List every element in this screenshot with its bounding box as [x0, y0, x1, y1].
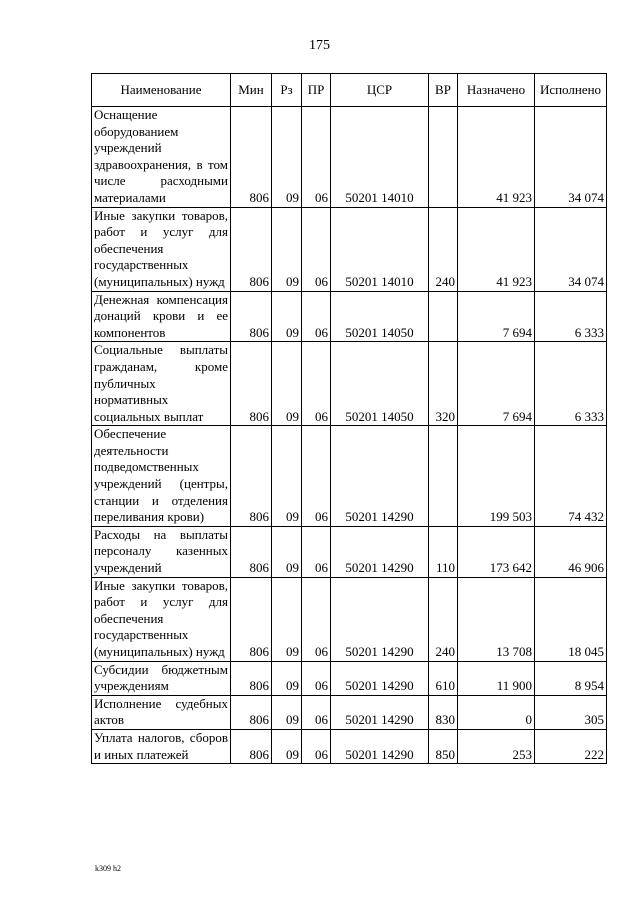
row-rz: 09: [272, 661, 302, 695]
row-name: Оснащение оборудованием учреждений здравоохранения, в том числе расходными материалами: [92, 107, 231, 208]
row-assigned: 7 694: [458, 291, 535, 342]
table-row: [92, 577, 607, 661]
table-row: [92, 107, 607, 208]
row-min: 806: [231, 207, 272, 291]
row-rz: 09: [272, 695, 302, 729]
row-pr: 06: [302, 695, 331, 729]
row-pr: 06: [302, 729, 331, 763]
row-pr: 06: [302, 526, 331, 577]
table-row: [92, 729, 607, 763]
table-row: [92, 695, 607, 729]
row-pr: 06: [302, 342, 331, 426]
row-pr: 06: [302, 107, 331, 208]
row-name: Иные закупки товаров, работ и услуг для обеспечения государственных (муниципальных) нужд: [92, 207, 231, 291]
row-executed: 6 333: [535, 342, 607, 426]
header-vr: ВР: [429, 74, 458, 107]
row-rz: 09: [272, 342, 302, 426]
table-row: [92, 426, 607, 527]
table-row: [92, 526, 607, 577]
footer-code: k309 h2: [95, 864, 121, 873]
row-min: 806: [231, 729, 272, 763]
row-csr: 50201 14290: [331, 526, 429, 577]
row-pr: 06: [302, 577, 331, 661]
row-assigned: 0: [458, 695, 535, 729]
row-csr: 50201 14290: [331, 577, 429, 661]
header-min: Мин: [231, 74, 272, 107]
row-rz: 09: [272, 291, 302, 342]
row-csr: 50201 14290: [331, 426, 429, 527]
header-csr: ЦСР: [331, 74, 429, 107]
row-rz: 09: [272, 207, 302, 291]
table-row: [92, 661, 607, 695]
row-csr: 50201 14290: [331, 695, 429, 729]
row-csr: 50201 14290: [331, 661, 429, 695]
row-pr: 06: [302, 661, 331, 695]
row-vr: [429, 107, 458, 208]
row-csr: 50201 14010: [331, 107, 429, 208]
row-min: 806: [231, 526, 272, 577]
header-pr: ПР: [302, 74, 331, 107]
row-name: Субсидии бюджетным учреждениям: [92, 661, 231, 695]
row-rz: 09: [272, 107, 302, 208]
row-min: 806: [231, 695, 272, 729]
row-vr: 110: [429, 526, 458, 577]
row-pr: 06: [302, 207, 331, 291]
row-assigned: 253: [458, 729, 535, 763]
row-assigned: 41 923: [458, 207, 535, 291]
header-assigned: Назначено: [458, 74, 535, 107]
header-name: Наименование: [92, 74, 231, 107]
row-vr: 610: [429, 661, 458, 695]
row-executed: 46 906: [535, 526, 607, 577]
row-rz: 09: [272, 729, 302, 763]
row-executed: 222: [535, 729, 607, 763]
header-executed: Исполнено: [535, 74, 607, 107]
row-csr: 50201 14010: [331, 207, 429, 291]
row-name: Исполнение судебных актов: [92, 695, 231, 729]
table-row: [92, 207, 607, 291]
table-row: [92, 291, 607, 342]
row-min: 806: [231, 426, 272, 527]
row-vr: [429, 426, 458, 527]
budget-table: [91, 73, 607, 764]
row-vr: [429, 291, 458, 342]
row-rz: 09: [272, 526, 302, 577]
row-executed: 34 074: [535, 207, 607, 291]
row-name: Денежная компенсация донаций крови и ее компонентов: [92, 291, 231, 342]
row-assigned: 13 708: [458, 577, 535, 661]
table-header-row: [92, 74, 607, 107]
row-executed: 18 045: [535, 577, 607, 661]
row-assigned: 173 642: [458, 526, 535, 577]
row-csr: 50201 14290: [331, 729, 429, 763]
row-rz: 09: [272, 577, 302, 661]
row-pr: 06: [302, 426, 331, 527]
row-min: 806: [231, 342, 272, 426]
row-pr: 06: [302, 291, 331, 342]
row-vr: 320: [429, 342, 458, 426]
row-vr: 240: [429, 207, 458, 291]
table-row: [92, 342, 607, 426]
row-executed: 74 432: [535, 426, 607, 527]
row-vr: 850: [429, 729, 458, 763]
row-executed: 305: [535, 695, 607, 729]
row-executed: 6 333: [535, 291, 607, 342]
row-assigned: 7 694: [458, 342, 535, 426]
row-assigned: 11 900: [458, 661, 535, 695]
row-name: Обеспечение деятельности подведомственных учреждений (центры, станции и отделения переливания крови): [92, 426, 231, 527]
row-csr: 50201 14050: [331, 342, 429, 426]
row-assigned: 41 923: [458, 107, 535, 208]
row-min: 806: [231, 291, 272, 342]
row-min: 806: [231, 661, 272, 695]
row-rz: 09: [272, 426, 302, 527]
row-min: 806: [231, 577, 272, 661]
page-number: 175: [309, 38, 330, 53]
row-name: Уплата налогов, сборов и иных платежей: [92, 729, 231, 763]
row-vr: 240: [429, 577, 458, 661]
row-min: 806: [231, 107, 272, 208]
row-name: Расходы на выплаты персоналу казенных учреждений: [92, 526, 231, 577]
row-vr: 830: [429, 695, 458, 729]
row-name: Иные закупки товаров, работ и услуг для обеспечения государственных (муниципальных) нужд: [92, 577, 231, 661]
header-rz: Рз: [272, 74, 302, 107]
row-assigned: 199 503: [458, 426, 535, 527]
row-executed: 8 954: [535, 661, 607, 695]
row-csr: 50201 14050: [331, 291, 429, 342]
row-executed: 34 074: [535, 107, 607, 208]
row-name: Социальные выплаты гражданам, кроме публичных нормативных социальных выплат: [92, 342, 231, 426]
